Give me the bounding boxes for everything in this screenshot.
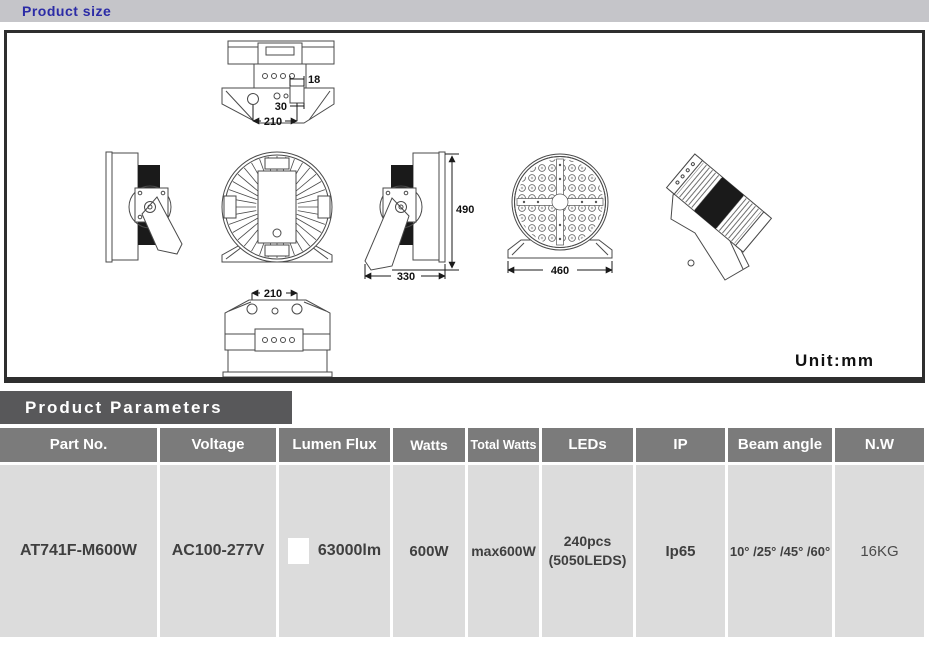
col-header-lumen-flux: Lumen Flux bbox=[279, 428, 390, 462]
side-view-dimensioned-drawing bbox=[365, 152, 474, 283]
dim-top-30: 30 bbox=[274, 101, 287, 113]
cell-net-weight: 16KG bbox=[835, 465, 924, 637]
front-view-drawing bbox=[508, 154, 612, 277]
dim-bottom-210: 210 bbox=[263, 288, 283, 300]
cell-leds bbox=[542, 465, 633, 637]
lumen-value: 63000lm bbox=[317, 542, 382, 559]
cell-lumen-flux bbox=[279, 465, 390, 637]
lumen-color-swatch bbox=[288, 538, 309, 564]
col-header-voltage: Voltage bbox=[160, 428, 276, 462]
cell-watts: 600W bbox=[393, 465, 465, 637]
product-size-panel bbox=[4, 30, 925, 383]
dim-top-18: 18 bbox=[308, 74, 321, 86]
section-title-product-parameters: Product Parameters bbox=[0, 391, 292, 424]
table-row bbox=[0, 465, 929, 637]
cell-ip: Ip65 bbox=[636, 465, 725, 637]
col-header-total-watts: Total Watts bbox=[468, 428, 539, 462]
col-header-beam-angle: Beam angle bbox=[728, 428, 832, 462]
page-title: Product size bbox=[22, 3, 112, 19]
leds-type: (5050LEDS) bbox=[548, 552, 627, 568]
isometric-view-drawing bbox=[667, 154, 772, 280]
back-view-drawing bbox=[222, 152, 332, 262]
col-header-part-no: Part No. bbox=[0, 428, 157, 462]
dim-front-460: 460 bbox=[550, 265, 570, 277]
leds-count: 240pcs bbox=[563, 533, 612, 550]
unit-label: Unit:mm bbox=[795, 351, 875, 370]
top-strip bbox=[0, 0, 929, 22]
col-header-nw: N.W bbox=[835, 428, 924, 462]
col-header-leds: LEDs bbox=[542, 428, 633, 462]
cell-total-watts: max600W bbox=[468, 465, 539, 637]
dim-side-490: 490 bbox=[456, 204, 475, 216]
dim-top-210: 210 bbox=[263, 116, 283, 128]
cell-beam-angle: 10° /25° /45° /60° bbox=[728, 465, 832, 637]
col-header-ip: IP bbox=[636, 428, 725, 462]
side-view-drawing bbox=[106, 152, 182, 262]
table-header-row bbox=[0, 428, 929, 462]
cell-part-no: AT741F-M600W bbox=[0, 465, 157, 637]
bottom-view-drawing bbox=[223, 288, 332, 377]
parameters-table bbox=[0, 428, 929, 637]
col-header-watts: Watts bbox=[393, 428, 465, 462]
top-view-drawing bbox=[222, 41, 334, 128]
cell-voltage: AC100-277V bbox=[160, 465, 276, 637]
dim-side-330: 330 bbox=[396, 271, 416, 283]
technical-drawings bbox=[7, 33, 922, 377]
